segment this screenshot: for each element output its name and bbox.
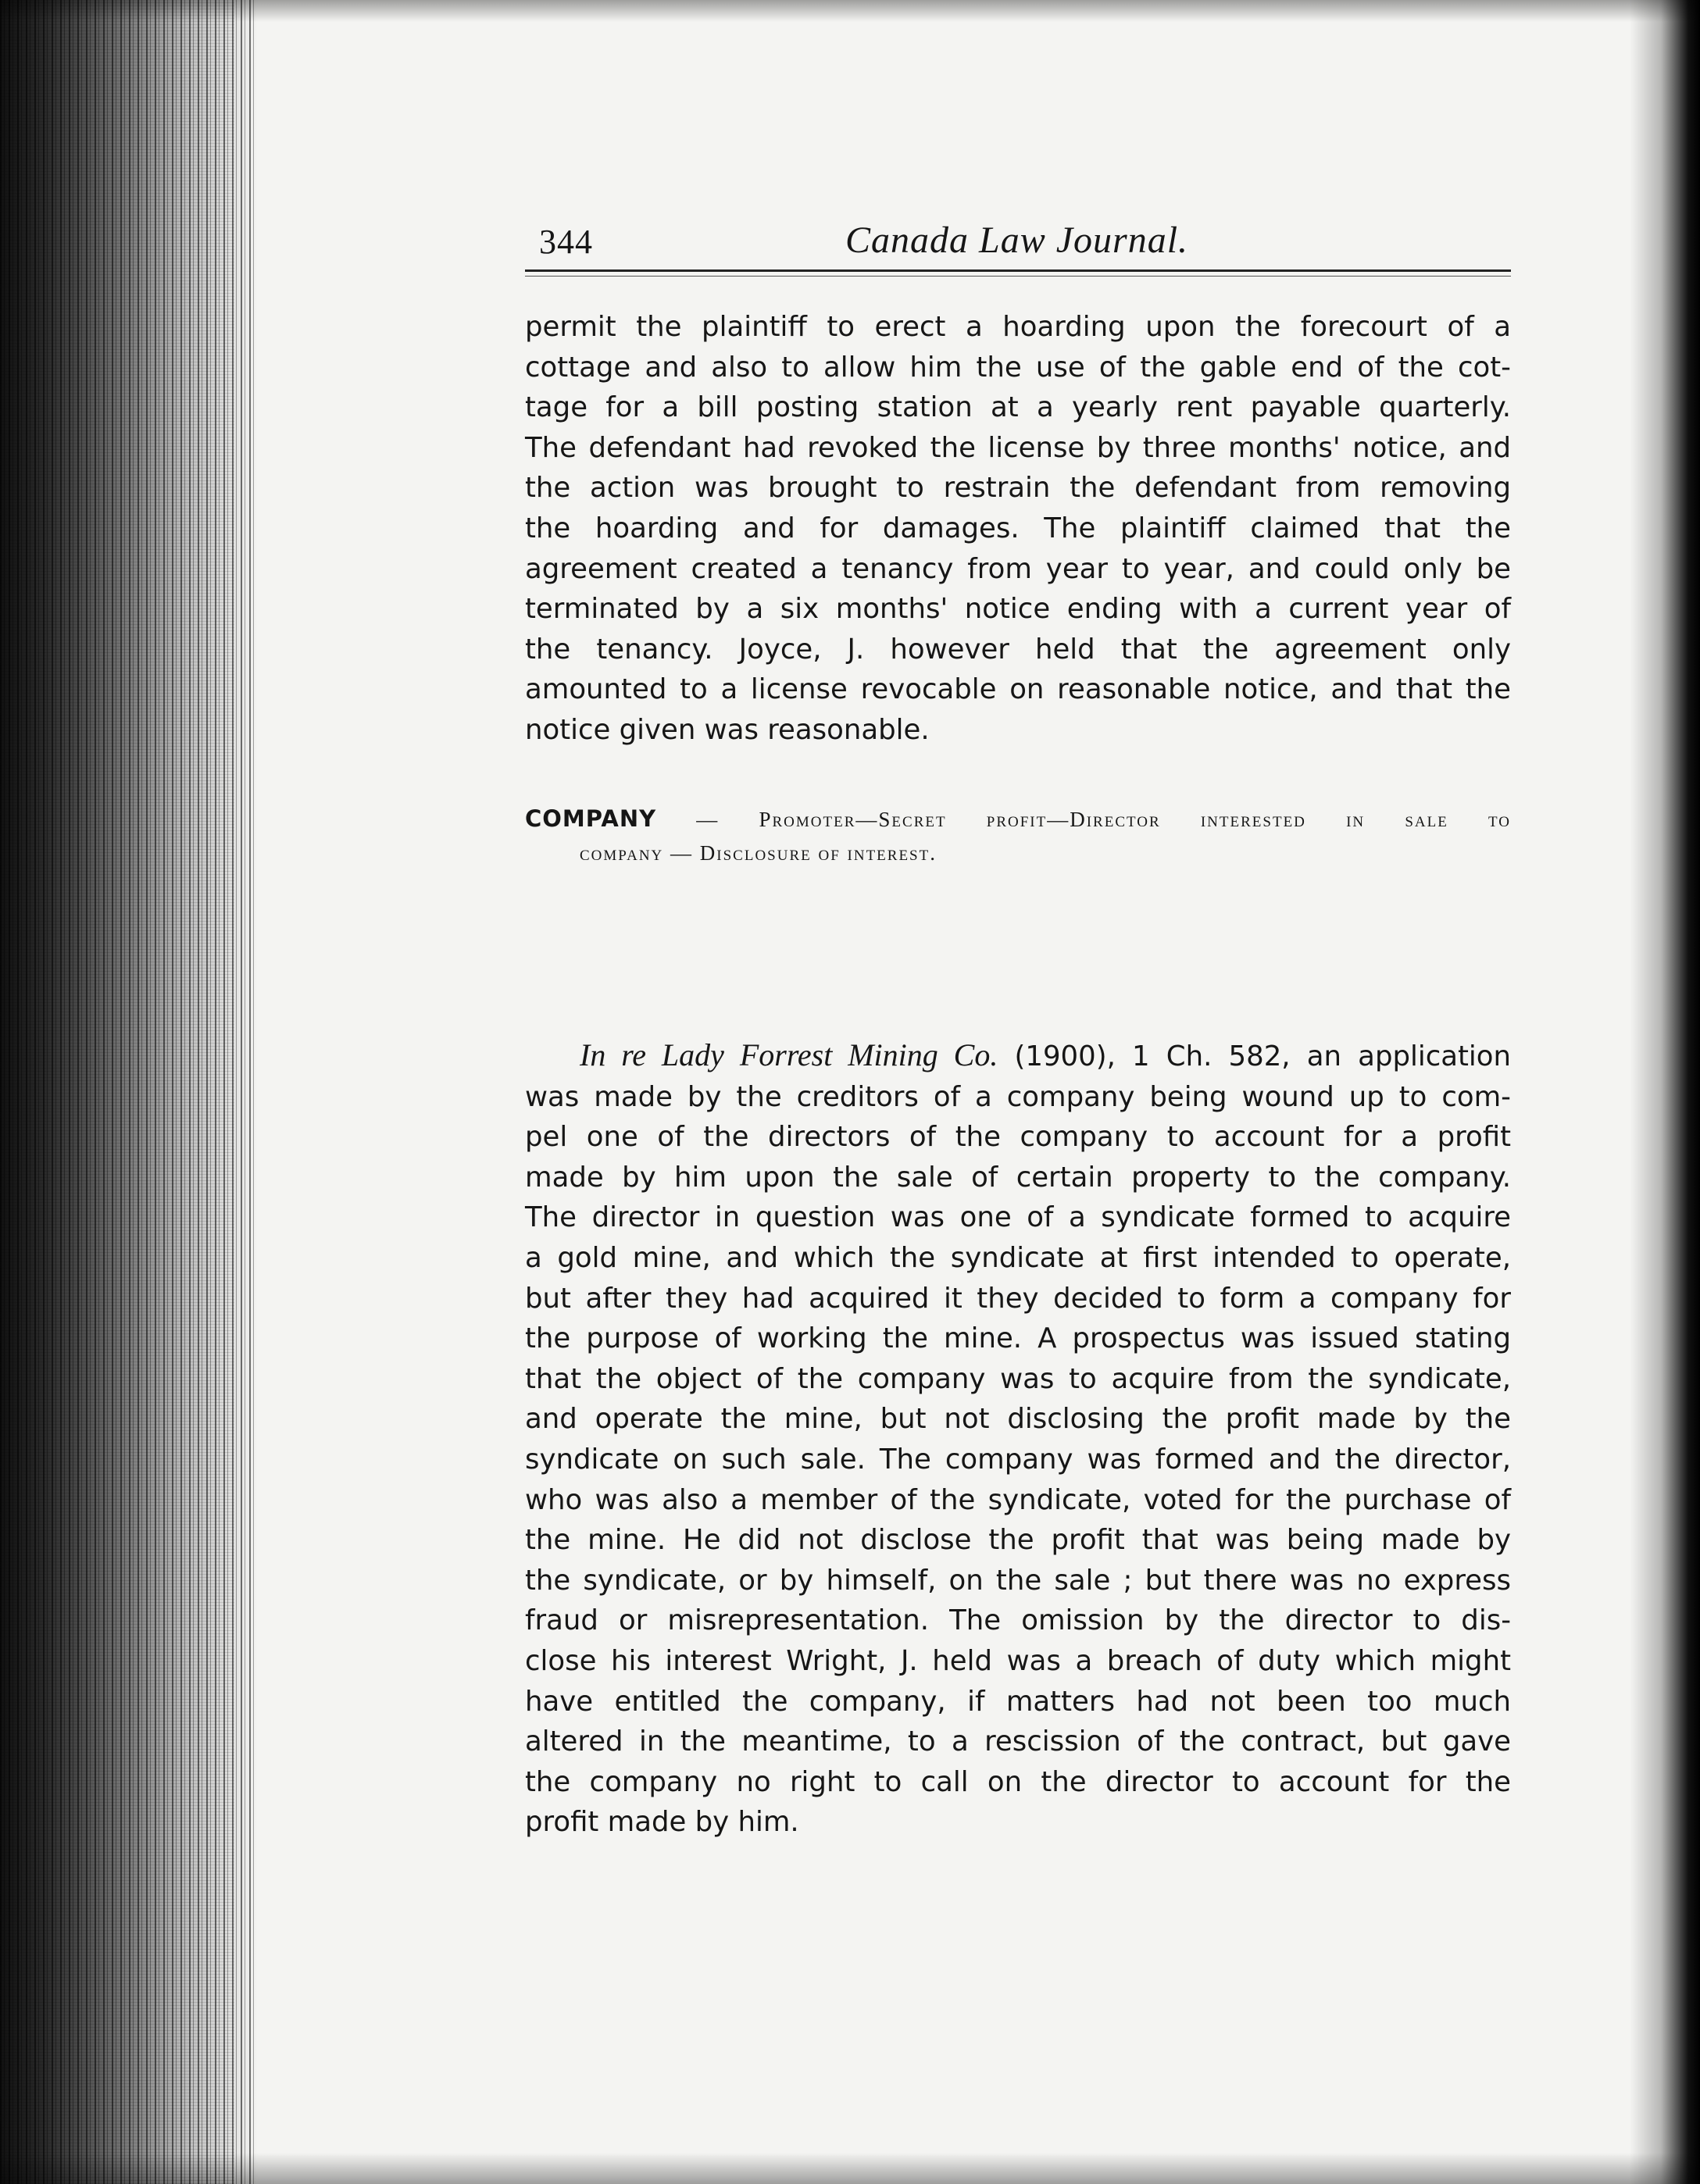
running-head (525, 211, 1511, 266)
text-line: the purpose of working the mine. A prospectus was issued stating (525, 1322, 1511, 1355)
section-heading-lead: COMPANY (525, 805, 657, 832)
text-line: cottage and also to allow him the use of the gable end of the cot- (525, 351, 1511, 384)
text-line: syndicate on such sale. The company was formed and the director, (525, 1443, 1511, 1476)
text-line: agreement created a tenancy from year to year, and could only be (525, 552, 1511, 585)
page-bottom-edge (0, 2153, 1700, 2184)
page-right-edge (1630, 0, 1700, 2184)
header-rule-thin (525, 276, 1511, 277)
text-line: the company no right to call on the director to account for the (525, 1765, 1511, 1798)
text-line: The director in question was one of a syndicate formed to acquire (525, 1201, 1511, 1234)
gutter-texture (0, 0, 234, 2184)
text-line: a gold mine, and which the syndicate at first intended to operate, (525, 1241, 1511, 1274)
text-line: the hoarding and for damages. The plaintiff claimed that the (525, 512, 1511, 544)
case-citation-rest: (1900), 1 Ch. 582, an application (998, 1040, 1512, 1072)
text-line: terminated by a six months' notice ending with a current year of (525, 593, 1511, 626)
text-line: the mine. He did not disclose the profit that was being made by (525, 1524, 1511, 1557)
text-line: the tenancy. Joyce, J. however held that the agreement only (525, 633, 1511, 666)
text-line: altered in the meantime, to a rescission of the contract, but gave (525, 1725, 1511, 1758)
page-number: 344 (539, 223, 593, 261)
text-line: who was also a member of the syndicate, voted for the purchase of (525, 1483, 1511, 1516)
section-heading-line1: — Promoter—Secret profit—Director interested in sale to (656, 808, 1511, 831)
text-line: The defendant had revoked the license by three months' notice, and (525, 431, 1511, 464)
journal-title: Canada Law Journal. (845, 219, 1189, 261)
text-line: made by him upon the sale of certain property to the company. (525, 1161, 1511, 1194)
section-heading-line2: company — Disclosure of interest. (580, 841, 937, 865)
text-line: close his interest Wright, J. held was a breach of duty which might (525, 1644, 1511, 1677)
text-line: was made by the creditors of a company being wound up to com- (525, 1080, 1511, 1113)
text-line: but after they had acquired it they decided to form a company for (525, 1282, 1511, 1315)
header-rule (525, 269, 1511, 272)
text-line: permit the plaintiff to erect a hoarding upon the forecourt of a (525, 311, 1511, 343)
text-line: that the object of the company was to acquire from the syndicate, (525, 1362, 1511, 1395)
text-line: the syndicate, or by himself, on the sale ; but there was no express (525, 1564, 1511, 1597)
text-line: pel one of the directors of the company to account for a profit (525, 1121, 1511, 1154)
text-line: and operate the mine, but not disclosing the profit made by the (525, 1403, 1511, 1436)
text-line-first (525, 1035, 1511, 1077)
text-line: notice given was reasonable. (525, 713, 930, 746)
text-line: the action was brought to restrain the defendant from removing (525, 472, 1511, 505)
case-citation-name: In re Lady Forrest Mining Co. (580, 1037, 998, 1072)
paragraph-license-case (525, 307, 1511, 751)
page-content (525, 211, 1512, 1839)
page-top-edge (0, 0, 1700, 22)
text-line: amounted to a license revocable on reasonable notice, and that the (525, 673, 1511, 706)
section-heading (525, 803, 1511, 836)
text-line: tage for a bill posting station at a yearly rent payable quarterly. (525, 391, 1511, 424)
text-line: fraud or misrepresentation. The omission by the director to dis- (525, 1604, 1511, 1637)
paragraph-mining-case (525, 1035, 1511, 1843)
text-line: profit made by him. (525, 1806, 799, 1839)
text-line: have entitled the company, if matters had not been too much (525, 1685, 1511, 1718)
